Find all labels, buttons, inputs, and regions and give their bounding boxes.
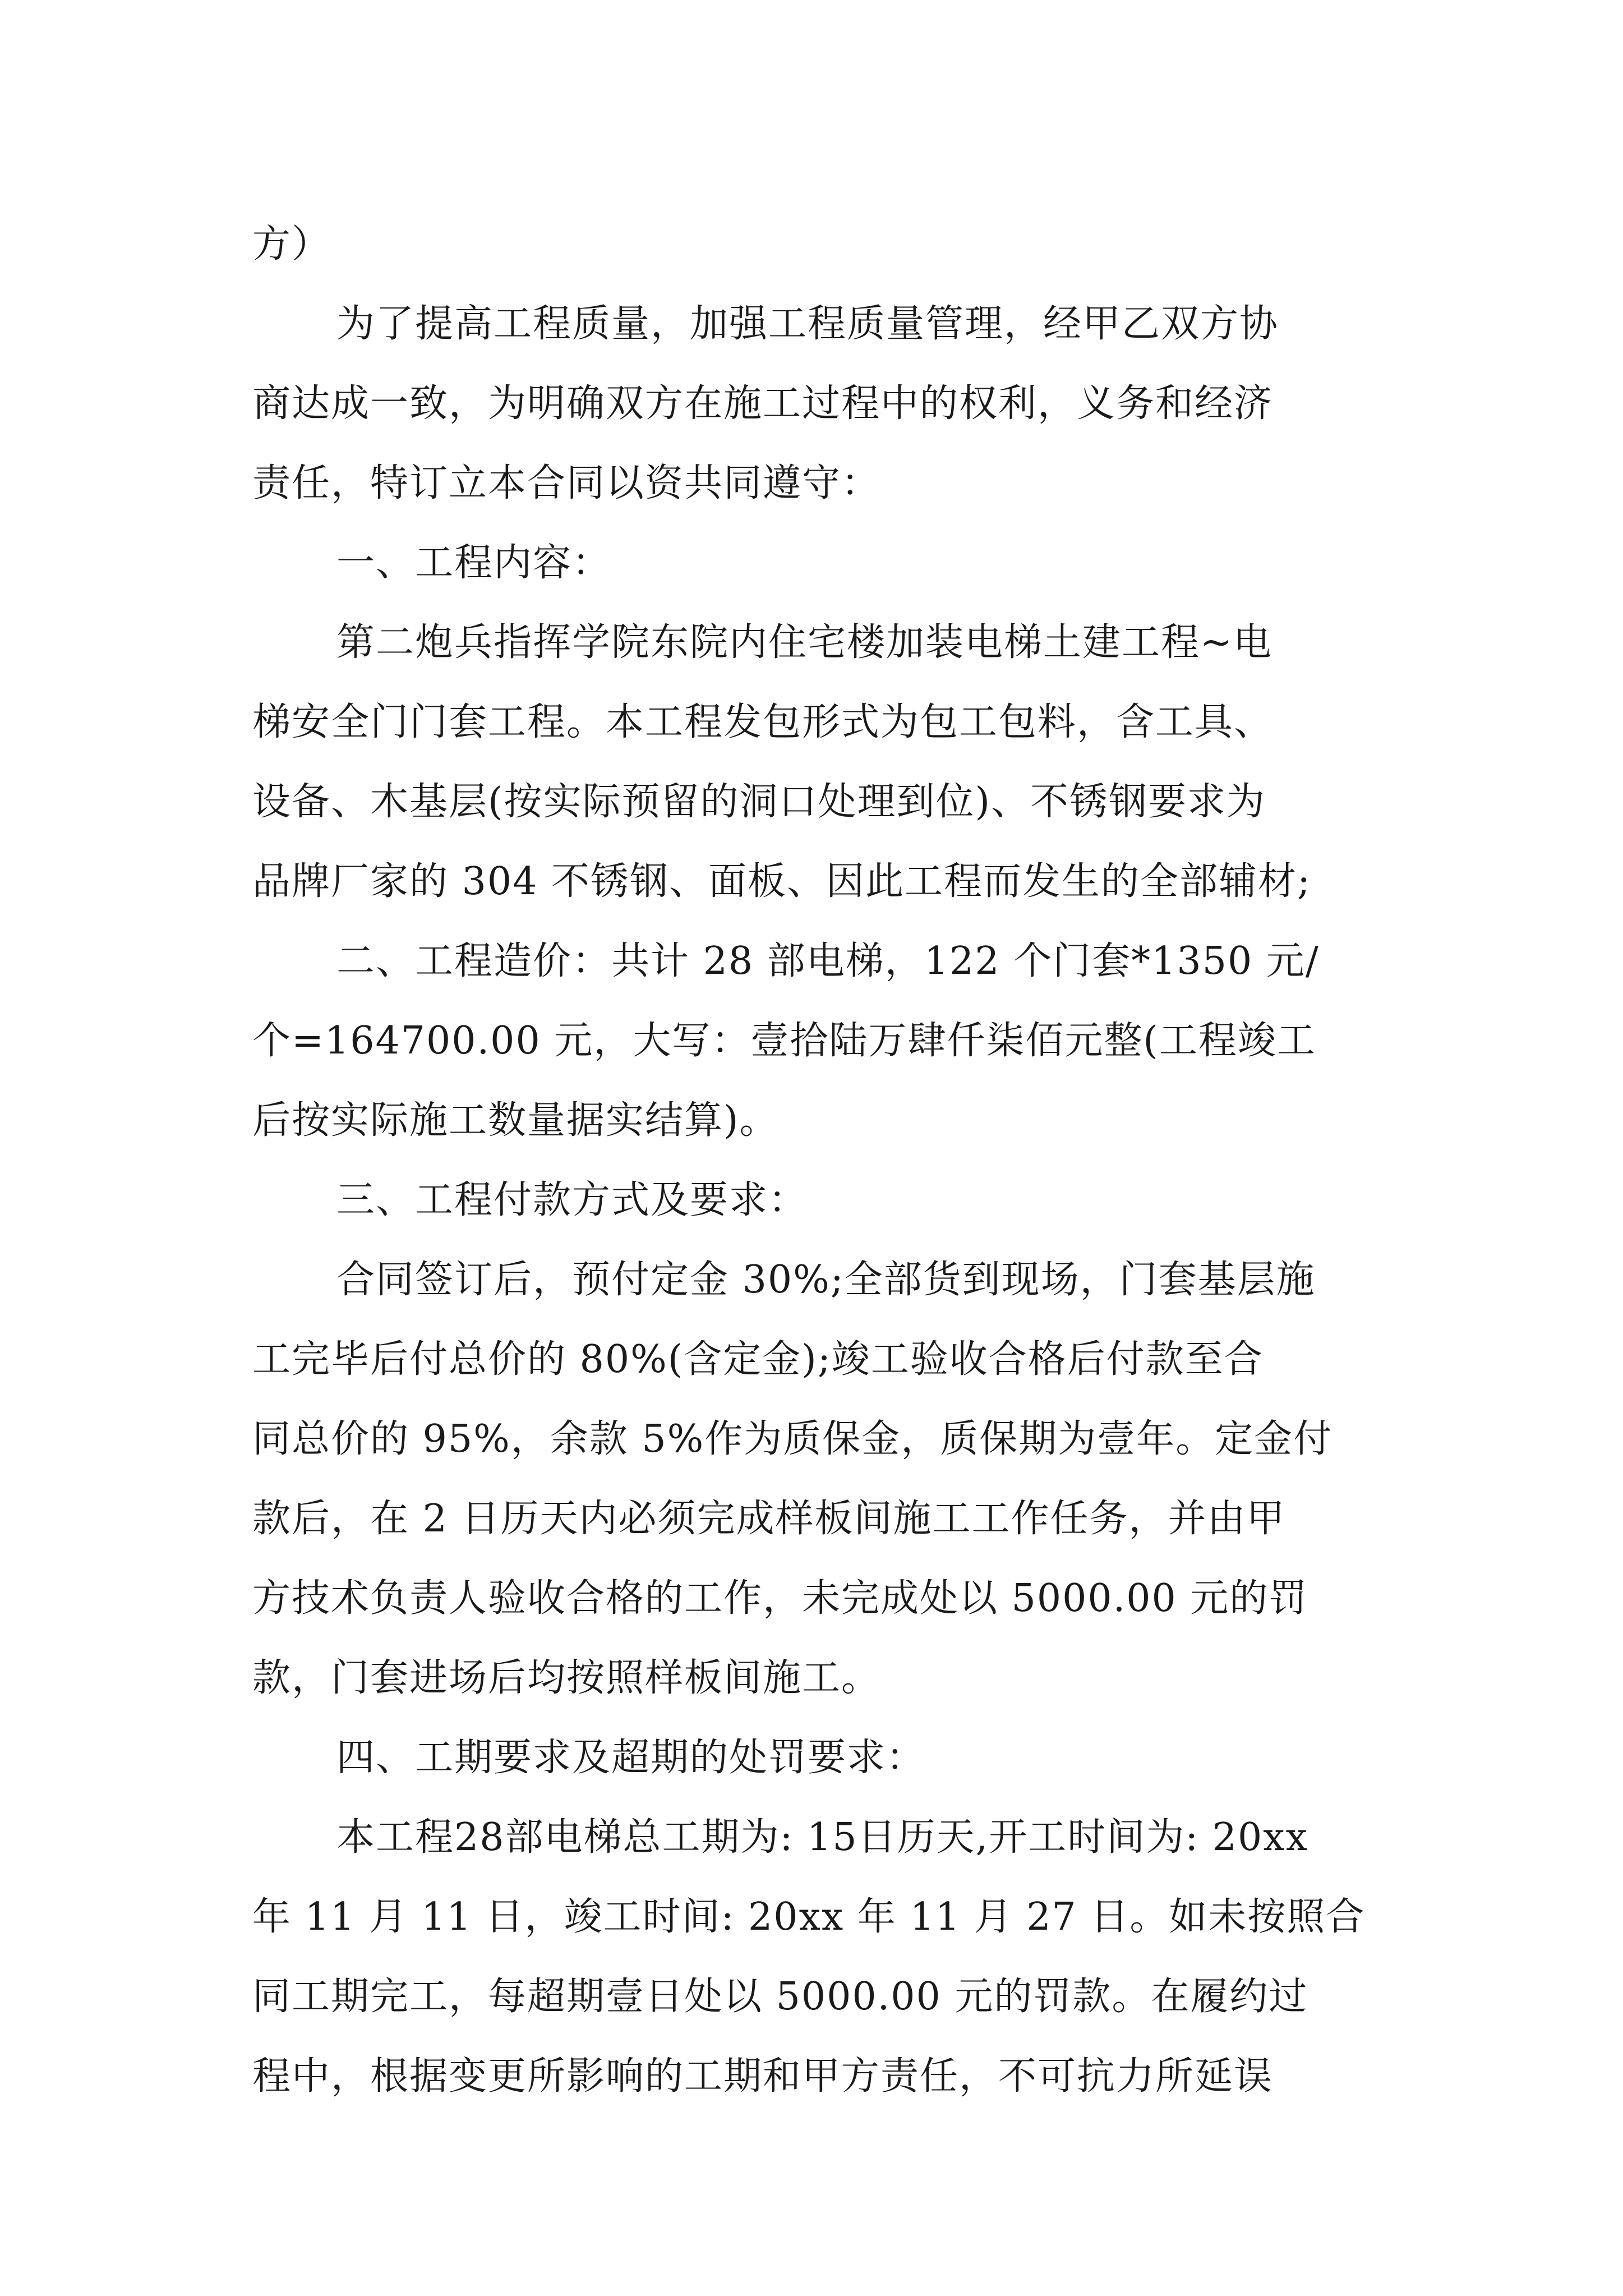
text-line: 年 11 月 11 日，竣工时间: 20xx 年 11 月 27 日。如未按照合	[252, 1895, 1366, 1939]
text-line: 个=164700.00 元，大写：壹拾陆万肆仟柒佰元整(工程竣工	[252, 1019, 1316, 1063]
paragraph-schedule: 本工程28部电梯总工期为: 15日历天,开工时间为: 20xx	[336, 1815, 1308, 1860]
text-line: 商达成一致，为明确双方在施工过程中的权利，义务和经济	[252, 381, 1274, 426]
paragraph-payment: 合同签订后，预付定金 30%;全部货到现场，门套基层施	[336, 1258, 1316, 1302]
section-heading-payment: 三、工程付款方式及要求：	[336, 1178, 808, 1222]
text-line: 方）	[252, 222, 331, 266]
text-line: 程中，根据变更所影响的工期和甲方责任，不可抗力所延误	[252, 2054, 1274, 2099]
text-line: 责任，特订立本合同以资共同遵守：	[252, 461, 881, 505]
paragraph-content: 第二炮兵指挥学院东院内住宅楼加装电梯土建工程~电	[336, 620, 1272, 665]
section-heading-content: 一、工程内容：	[336, 541, 612, 585]
text-line: 工完毕后付总价的 80%(含定金);竣工验收合格后付款至合	[252, 1337, 1264, 1382]
text-line: 同工期完工，每超期壹日处以 5000.00 元的罚款。在履约过	[252, 1975, 1308, 2019]
text-line: 方技术负责人验收合格的工作，未完成处以 5000.00 元的罚	[252, 1576, 1308, 1621]
section-heading-cost: 二、工程造价：共计 28 部电梯，122 个门套*1350 元/	[336, 939, 1320, 983]
paragraph-quality-intro: 为了提高工程质量，加强工程质量管理，经甲乙双方协	[336, 302, 1279, 346]
text-line: 品牌厂家的 304 不锈钢、面板、因此工程而发生的全部辅材;	[252, 859, 1311, 904]
text-line: 梯安全门门套工程。本工程发包形式为包工包料，含工具、	[252, 700, 1274, 744]
contract-text	[252, 205, 1380, 2116]
text-line: 款，门套进场后均按照样板间施工。	[252, 1656, 881, 1700]
section-heading-schedule: 四、工期要求及超期的处罚要求：	[336, 1736, 926, 1780]
text-line: 款后，在 2 日历天内必须完成样板间施工工作任务，并由甲	[252, 1497, 1286, 1541]
text-line: 同总价的 95%，余款 5%作为质保金，质保期为壹年。定金付	[252, 1417, 1333, 1461]
text-line: 设备、木基层(按实际预留的洞口处理到位)、不锈钢要求为	[252, 780, 1266, 824]
text-line: 后按实际施工数量据实结算)。	[252, 1098, 779, 1143]
